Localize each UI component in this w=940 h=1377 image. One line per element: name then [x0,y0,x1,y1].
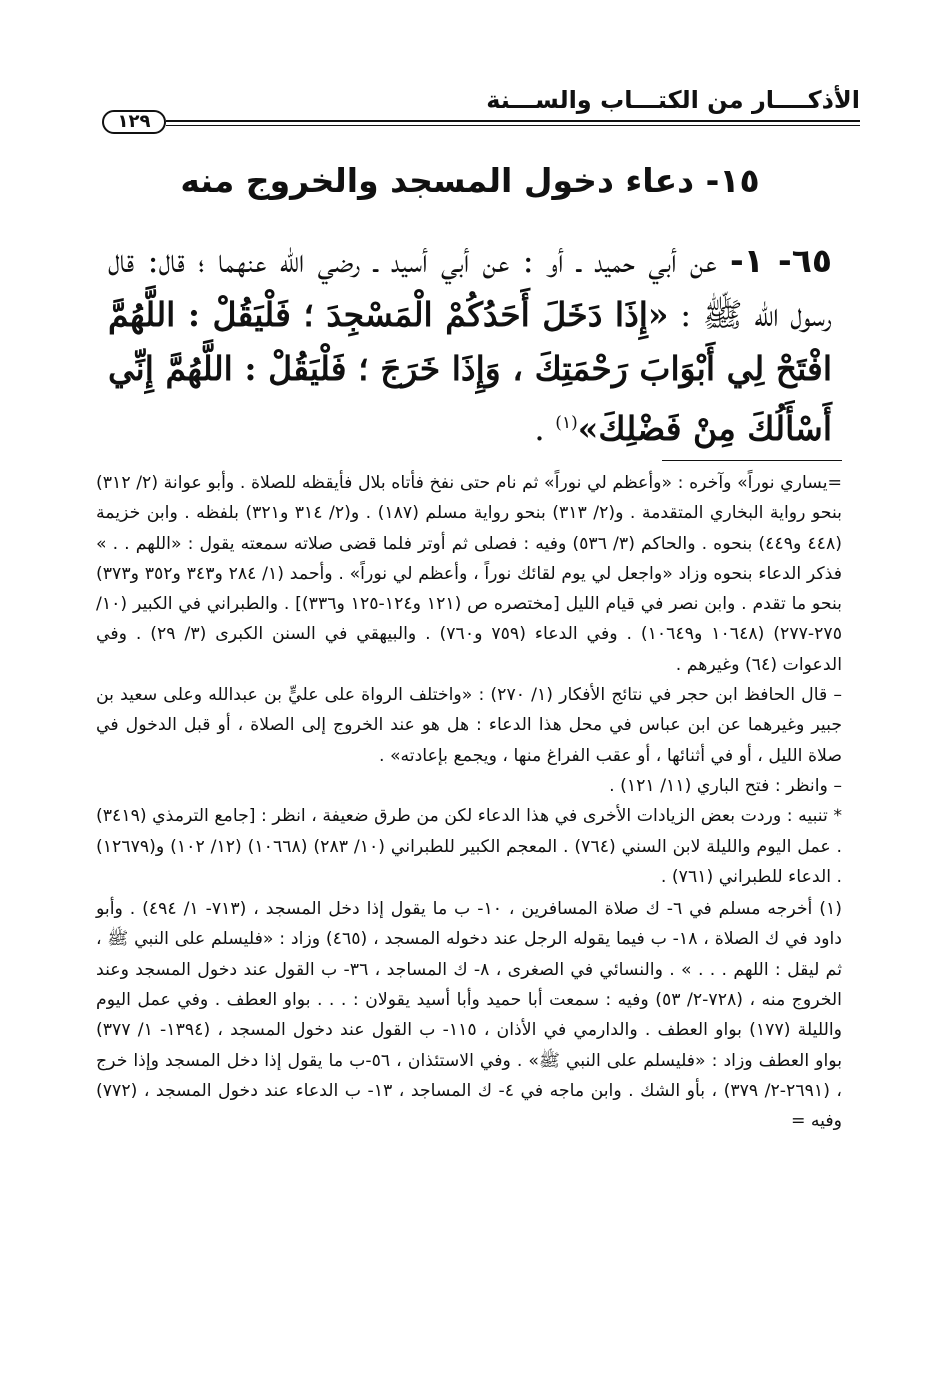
footnote-ref: (١) [555,413,578,433]
footnote-continued: =يساري نوراً» وآخره : «وأعظم لي نوراً» ثم نام حتى نفخ فأتاه بلال فأيقظه للصلاة . وأبو عوانة (٢/ ٣١٢) بنحو رواية البخاري المتقدمة . و(٢/ ٣١٣) بنحو رواية مسلم (١٨٧) . و(٢/ ٣١٤ و٣٢١) بلفظه . وابن خزيمة (٤٤٨ و٤٤٩) بنحوه . والحاكم (٣/ ٥٣٦) وفيه : فصلى ثم أوتر فلما قضى صلاته سمعته يقول : «اللهم . . » فذكر الدعاء بنحوه وزاد «واجعل لي يوم لقائك نوراً ، وأعظم لي نوراً» . وأحمد (١/ ٢٨٤ و٣٤٣ و٣٥٢ و٣٧٣) بنحو ما تقدم . وابن نصر في قيام الليل [مختصره ص (١٢١ و١٢٤-١٢٥ و٣٣٦)] . والطبراني في الكبير (١٠/ ٢٧٥-٢٧٧) (١٠٦٤٨ و١٠٦٤٩) . وفي الدعاء (٧٥٩ و٧٦٠) . والبيهقي في السنن الكبرى (٣/ ٢٩) . وفي الدعوات (٦٤) وغيرهم . [96,473,842,675]
note-ibn-hajar: – قال الحافظ ابن حجر في نتائج الأفكار (١/ ٢٧٠) : «واختلف الرواة على عليٍّ بن عبدالله وعلى سعيد بن جبير وغيرهما عن ابن عباس في محل هذا الدعاء : هل هو عند الخروج إلى الصلاة ، أو قبل الدخول في صلاة الليل ، أو في أثنائها ، أو عقب الفراغ منها ، ويجمع بإعادته» . [96,685,842,766]
hadith-end: . [534,409,545,448]
header-rule [102,113,860,133]
footnote-separator [662,460,842,461]
page-number: ١٢٩ [102,110,166,134]
hadith-number: ٦٥- ١- [729,241,832,280]
note-tanbih: * تنبيه : وردت بعض الزيادات الأخرى في هذا الدعاء لكن من طرق ضعيفة ، انظر : [جامع الترمذي (٣٤١٩) . عمل اليوم والليلة لابن السني (٧٦٤) . المعجم الكبير للطبراني (١٠/ ٢٨٣) (١٠٦٦٨) (١٢/ ١٠٢) و(١٢٦٧٩) . الدعاء للطبراني (٧٦١) . [96,806,843,887]
chapter-title: ١٥- دعاء دخول المسجد والخروج منه [180,161,760,200]
header-rule-line [166,120,860,126]
footnote-1: (١) أخرجه مسلم في ٦- ك صلاة المسافرين ، ١٠- ب ما يقول إذا دخل المسجد ، (٧١٣- ١/ ٤٩٤) . وأبو داود في ك الصلاة ، ١٨- ب فيما يقوله الرجل عند دخوله المسجد ، (٤٦٥) وزاد : «فليسلم على النبي ﷺ ، ثم ليقل : اللهم . . . » . والنسائي في الصغرى ، ٨- ك المساجد ، ٣٦- ب القول عند دخول المسجد وعند الخروج منه ، (٧٢٨-٢/ ٥٣) وفيه : سمعت أبا حميد وأبا أسيد يقولان : . . . بواو العطف . وفي عمل اليوم والليلة (١٧٧) بواو العطف . والدارمي في الأذان ، ١١٥- ب القول عند دخول المسجد ، (١٣٩٤- ١/ ٣٧٧) بواو العطف وزاد : «فليسلم على النبي ﷺ» . وفي الاستئذان ، ٥٦-ب ما يقول إذا دخل المسجد وإذا خرج ، (٢٦٩١-٢/ ٣٧٩) ، بأو الشك . وابن ماجه في ٤- ك المساجد ، ١٣- ب الدعاء عند دخول المسجد ، (٧٧٢) وفيه = [96,899,843,1132]
hadith-matn: «إِذَا دَخَلَ أَحَدُكُمْ الْمَسْجِدَ ؛ فَلْيَقُلْ : اللَّهُمَّ افْتَحْ لِي أَبْوَابَ رَحْمَتِكَ ، وَإِذَا خَرَجَ ؛ فَلْيَقُلْ : اللَّهُمَّ إِنِّي أَسْأَلُكَ مِنْ فَضْلِكَ» [108,295,832,448]
note-see-also: – وانظر : فتح الباري (١١/ ١٢١) . [609,775,842,796]
footnotes [96,468,842,1137]
hadith-isnad: عن أبي حميد ـ أو : عن أبي أسيد ـ رضي الله عنهما ؛ قال: قال رسول الله ﷺ : [108,241,832,334]
hadith-text [108,234,832,456]
running-title: الأذكــــار من الكتـــاب والســـنة [486,86,860,114]
